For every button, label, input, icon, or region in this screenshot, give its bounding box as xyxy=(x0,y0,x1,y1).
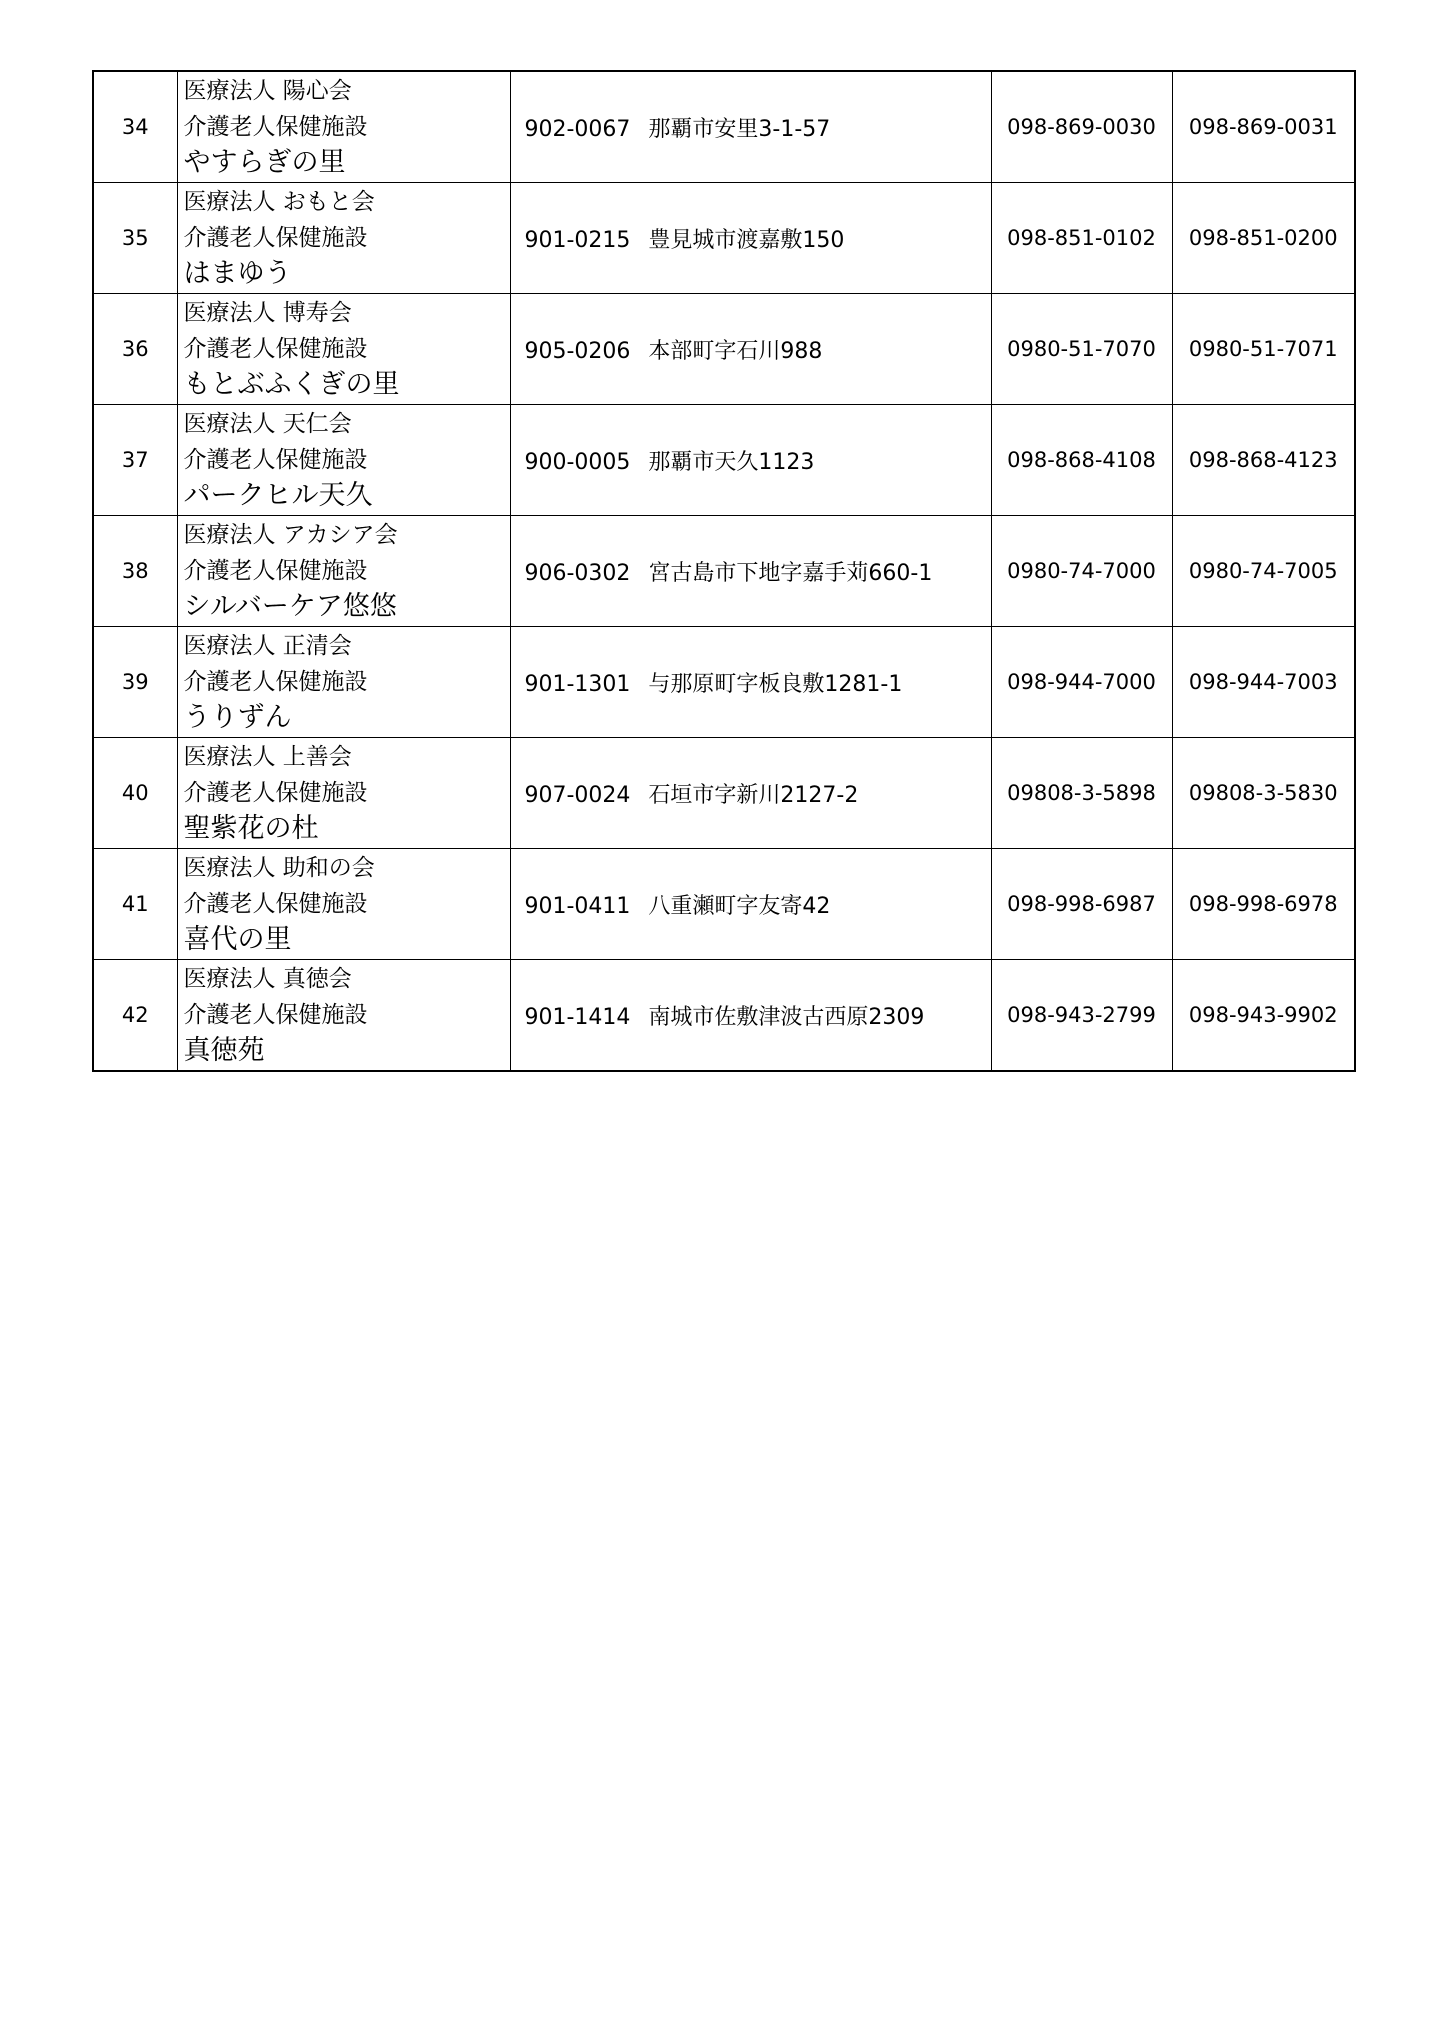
row-number: 38 xyxy=(93,516,177,627)
phone-number: 09808-3-5898 xyxy=(991,738,1172,849)
facility-name: もとぶふくぎの里 xyxy=(183,369,400,400)
facility-name: シルバーケア悠悠 xyxy=(183,591,397,622)
facility-type: 介護老人保健施設 xyxy=(183,558,368,584)
address: 豊見城市渡嘉敷150 xyxy=(648,227,845,253)
corporation-name: 医療法人 天仁会 xyxy=(183,411,352,437)
table-row xyxy=(93,71,1355,183)
facility-name: パークヒル天久 xyxy=(183,480,373,511)
corporation-name: 医療法人 真徳会 xyxy=(183,966,352,992)
fax-number: 098-851-0200 xyxy=(1172,183,1355,294)
row-number: 34 xyxy=(93,71,177,183)
address: 那覇市安里3-1-57 xyxy=(648,116,831,142)
postal-code: 901-1414 xyxy=(524,1004,631,1030)
corporation-name: 医療法人 助和の会 xyxy=(183,855,375,881)
fax-number: 09808-3-5830 xyxy=(1172,738,1355,849)
address: 那覇市天久1123 xyxy=(648,449,815,475)
row-number: 37 xyxy=(93,405,177,516)
row-number: 40 xyxy=(93,738,177,849)
facility-rows xyxy=(93,71,1355,1071)
postal-code: 905-0206 xyxy=(524,338,631,364)
address-cell xyxy=(510,627,991,738)
postal-code: 900-0005 xyxy=(524,449,631,475)
fax-number: 0980-51-7071 xyxy=(1172,294,1355,405)
facility-type: 介護老人保健施設 xyxy=(183,225,368,251)
address-cell xyxy=(510,183,991,294)
address: 八重瀬町字友寄42 xyxy=(648,893,831,919)
corporation-name: 医療法人 おもと会 xyxy=(183,189,375,215)
facility-type: 介護老人保健施設 xyxy=(183,114,368,140)
address: 南城市佐敷津波古西原2309 xyxy=(648,1004,925,1030)
facility-name-cell xyxy=(177,405,510,516)
fax-number: 0980-74-7005 xyxy=(1172,516,1355,627)
address-cell xyxy=(510,71,991,183)
facility-name-cell xyxy=(177,627,510,738)
table-row xyxy=(93,849,1355,960)
address: 与那原町字板良敷1281-1 xyxy=(648,671,903,697)
facility-type: 介護老人保健施設 xyxy=(183,891,368,917)
facility-name: 真徳苑 xyxy=(183,1035,265,1066)
facility-type: 介護老人保健施設 xyxy=(183,669,368,695)
phone-number: 098-868-4108 xyxy=(991,405,1172,516)
phone-number: 0980-51-7070 xyxy=(991,294,1172,405)
row-number: 42 xyxy=(93,960,177,1072)
facility-name-cell xyxy=(177,294,510,405)
address-cell xyxy=(510,738,991,849)
table-row xyxy=(93,627,1355,738)
phone-number: 098-851-0102 xyxy=(991,183,1172,294)
address-cell xyxy=(510,960,991,1072)
facility-type: 介護老人保健施設 xyxy=(183,336,368,362)
address-cell xyxy=(510,294,991,405)
phone-number: 0980-74-7000 xyxy=(991,516,1172,627)
facility-name: 聖紫花の杜 xyxy=(183,813,319,844)
fax-number: 098-868-4123 xyxy=(1172,405,1355,516)
facility-name-cell xyxy=(177,849,510,960)
address: 本部町字石川988 xyxy=(648,338,823,364)
corporation-name: 医療法人 上善会 xyxy=(183,744,352,770)
table-row xyxy=(93,183,1355,294)
row-number: 39 xyxy=(93,627,177,738)
facility-type: 介護老人保健施設 xyxy=(183,447,368,473)
phone-number: 098-869-0030 xyxy=(991,71,1172,183)
postal-code: 901-0215 xyxy=(524,227,631,253)
table-row xyxy=(93,738,1355,849)
table-row xyxy=(93,405,1355,516)
fax-number: 098-998-6978 xyxy=(1172,849,1355,960)
address: 石垣市字新川2127-2 xyxy=(648,782,859,808)
phone-number: 098-944-7000 xyxy=(991,627,1172,738)
corporation-name: 医療法人 陽心会 xyxy=(183,78,352,104)
fax-number: 098-869-0031 xyxy=(1172,71,1355,183)
address-cell xyxy=(510,405,991,516)
row-number: 35 xyxy=(93,183,177,294)
phone-number: 098-943-2799 xyxy=(991,960,1172,1072)
fax-number: 098-944-7003 xyxy=(1172,627,1355,738)
address-cell xyxy=(510,516,991,627)
facility-name-cell xyxy=(177,960,510,1072)
address: 宮古島市下地字嘉手苅660-1 xyxy=(648,560,933,586)
postal-code: 902-0067 xyxy=(524,116,631,142)
facility-table xyxy=(92,70,1356,1072)
address-cell xyxy=(510,849,991,960)
facility-type: 介護老人保健施設 xyxy=(183,1002,368,1028)
facility-type: 介護老人保健施設 xyxy=(183,780,368,806)
postal-code: 901-0411 xyxy=(524,893,631,919)
fax-number: 098-943-9902 xyxy=(1172,960,1355,1072)
phone-number: 098-998-6987 xyxy=(991,849,1172,960)
facility-name-cell xyxy=(177,183,510,294)
corporation-name: 医療法人 博寿会 xyxy=(183,300,352,326)
postal-code: 907-0024 xyxy=(524,782,631,808)
facility-name-cell xyxy=(177,71,510,183)
facility-name: はまゆう xyxy=(183,258,292,289)
facility-name: 喜代の里 xyxy=(183,924,292,955)
facility-name: やすらぎの里 xyxy=(183,147,346,178)
corporation-name: 医療法人 アカシア会 xyxy=(183,522,398,548)
postal-code: 901-1301 xyxy=(524,671,631,697)
corporation-name: 医療法人 正清会 xyxy=(183,633,352,659)
table-row xyxy=(93,294,1355,405)
facility-name-cell xyxy=(177,738,510,849)
postal-code: 906-0302 xyxy=(524,560,631,586)
facility-name-cell xyxy=(177,516,510,627)
facility-name: うりずん xyxy=(183,702,292,733)
table-row xyxy=(93,960,1355,1072)
table-row xyxy=(93,516,1355,627)
row-number: 41 xyxy=(93,849,177,960)
row-number: 36 xyxy=(93,294,177,405)
